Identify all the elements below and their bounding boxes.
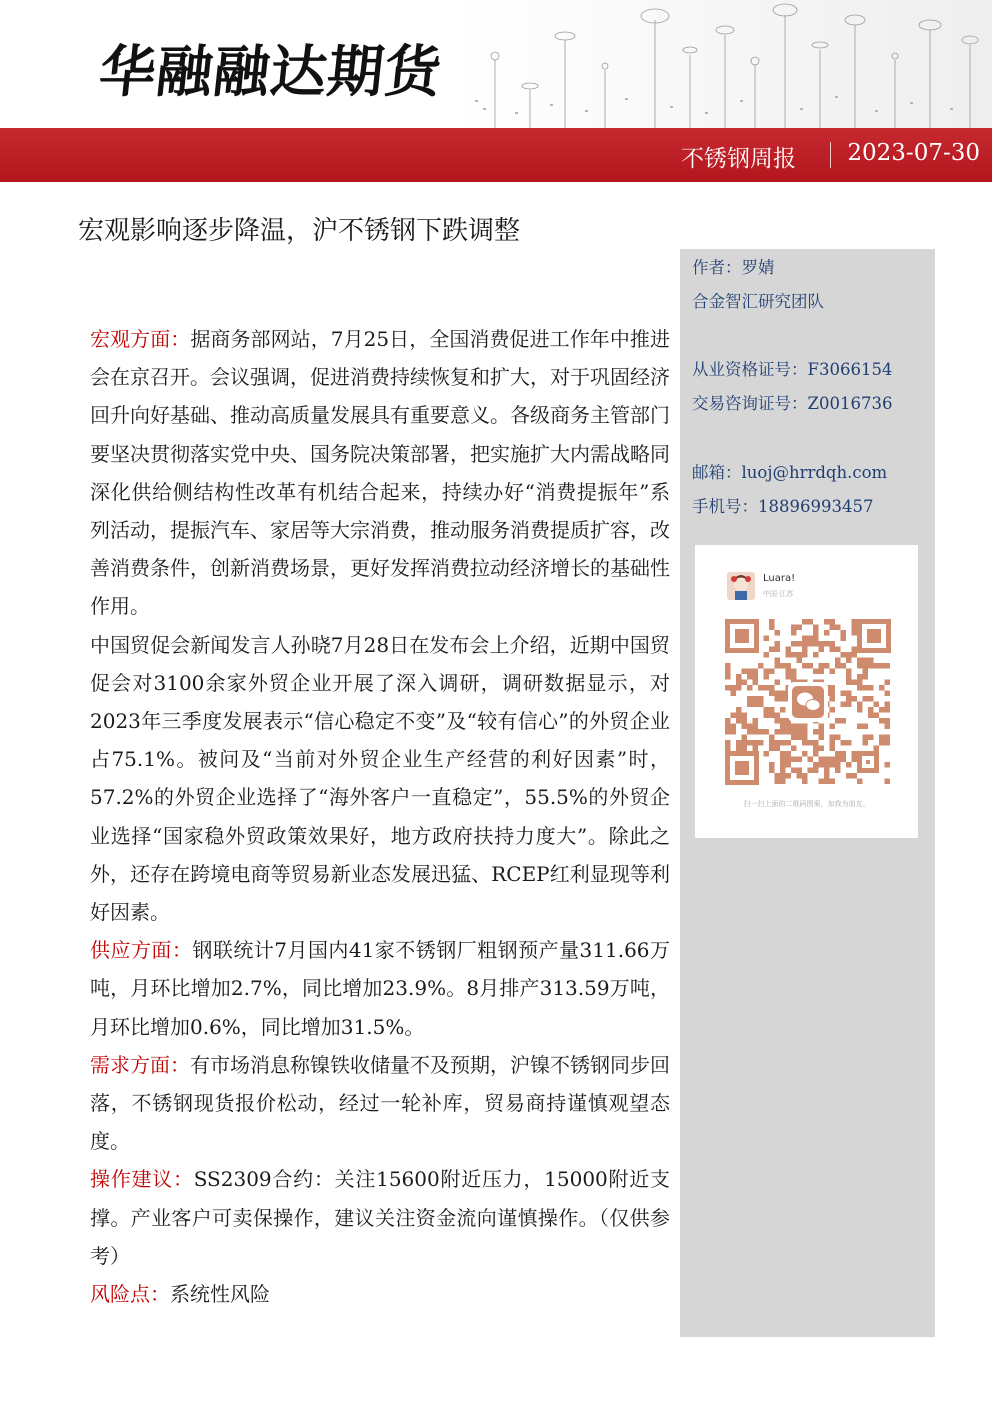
- header-divider: [830, 142, 831, 168]
- author-phone: 手机号：18896993457: [692, 497, 874, 516]
- research-team: 合金智汇研究团队: [692, 292, 824, 311]
- report-headline: 宏观影响逐步降温，沪不锈钢下跌调整: [78, 216, 521, 246]
- report-body: [90, 320, 670, 1313]
- section-label: 需求方面：: [90, 1052, 190, 1077]
- section-text: 钢联统计7月国内41家不锈钢厂粗钢预产量311.66万吨，月环比增加2.7%，同比增加23.9%。8月排产313.59万吨，月环比增加0.6%，同比增加31.5%。: [90, 938, 671, 1039]
- author-email: 邮箱：luoj@hrrdqh.com: [692, 463, 888, 482]
- qr-code: [725, 619, 891, 785]
- wechat-location: 中国·江苏: [763, 590, 794, 598]
- license-number: 从业资格证号：F3066154: [692, 360, 893, 379]
- report-header-bar: [0, 128, 992, 182]
- demand-section: [90, 1046, 670, 1161]
- section-label: 风险点：: [90, 1282, 170, 1307]
- section-text: 中国贸促会新闻发言人孙晓7月28日在发布会上介绍，近期中国贸促会对3100余家外贸企业开展了深入调研，调研数据显示，对2023年三季度发展表示“信心稳定不变”及“较有信心”的外贸企业占75.1%。被问及“当前对外贸企业生产经营的利好因素”时，57.2%的外贸企业选择了“海外客户一直稳定”，55.5%的外贸企业选择“国家稳外贸政策效果好，地方政府扶持力度大”。除此之外，还存在跨境电商等贸易新业态发展迅猛、RCEP红利显现等利好因素。: [90, 632, 670, 925]
- report-type: 不锈钢周报: [681, 146, 796, 172]
- wechat-qr-card: [695, 545, 918, 838]
- section-label: 供应方面：: [90, 938, 193, 963]
- section-text: 系统性风险: [170, 1282, 270, 1307]
- risk-section: [90, 1275, 670, 1313]
- wechat-name: Luara!: [763, 573, 796, 584]
- author-name: 作者：罗婧: [692, 258, 775, 277]
- section-label: 宏观方面：: [90, 327, 191, 351]
- avatar: [727, 572, 755, 600]
- macro-section: [90, 320, 670, 626]
- section-label: 操作建议：: [90, 1167, 194, 1192]
- supply-section: [90, 931, 670, 1046]
- company-logo: 华融融达期货: [96, 40, 445, 105]
- consult-number: 交易咨询证号：Z0016736: [692, 394, 893, 413]
- report-date: 2023-07-30: [847, 140, 980, 166]
- qr-hint: 扫一扫上面的二维码图案，加我为朋友。: [743, 800, 870, 808]
- macro-section-continued: [90, 626, 670, 932]
- section-text: 据商务部网站，7月25日，全国消费促进工作年中推进会在京召开。会议强调，促进消费持续恢复和扩大，对于巩固经济回升向好基础、推动高质量发展具有重要意义。各级商务主管部门要坚决贯彻落实党中央、国务院决策部署，把实施扩大内需战略同深化供给侧结构性改革有机结合起来，持续办好“消费提振年”系列活动，提振汽车、家居等大宗消费，推动服务消费提质扩容，改善消费条件，创新消费场景，更好发挥消费拉动经济增长的基础性作用。: [90, 327, 670, 619]
- author-sidebar: [680, 249, 935, 1337]
- section-text: SS2309合约：关注15600附近压力，15000附近支撑。产业客户可卖保操作，建议关注资金流向谨慎操作。（仅供参考）: [90, 1167, 670, 1268]
- section-text: 有市场消息称镍铁收储量不及预期，沪镍不锈钢同步回落，不锈钢现货报价松动，经过一轮补库，贸易商持谨慎观望态度。: [90, 1052, 670, 1154]
- advice-section: [90, 1160, 670, 1275]
- header-decoration: [455, 0, 992, 128]
